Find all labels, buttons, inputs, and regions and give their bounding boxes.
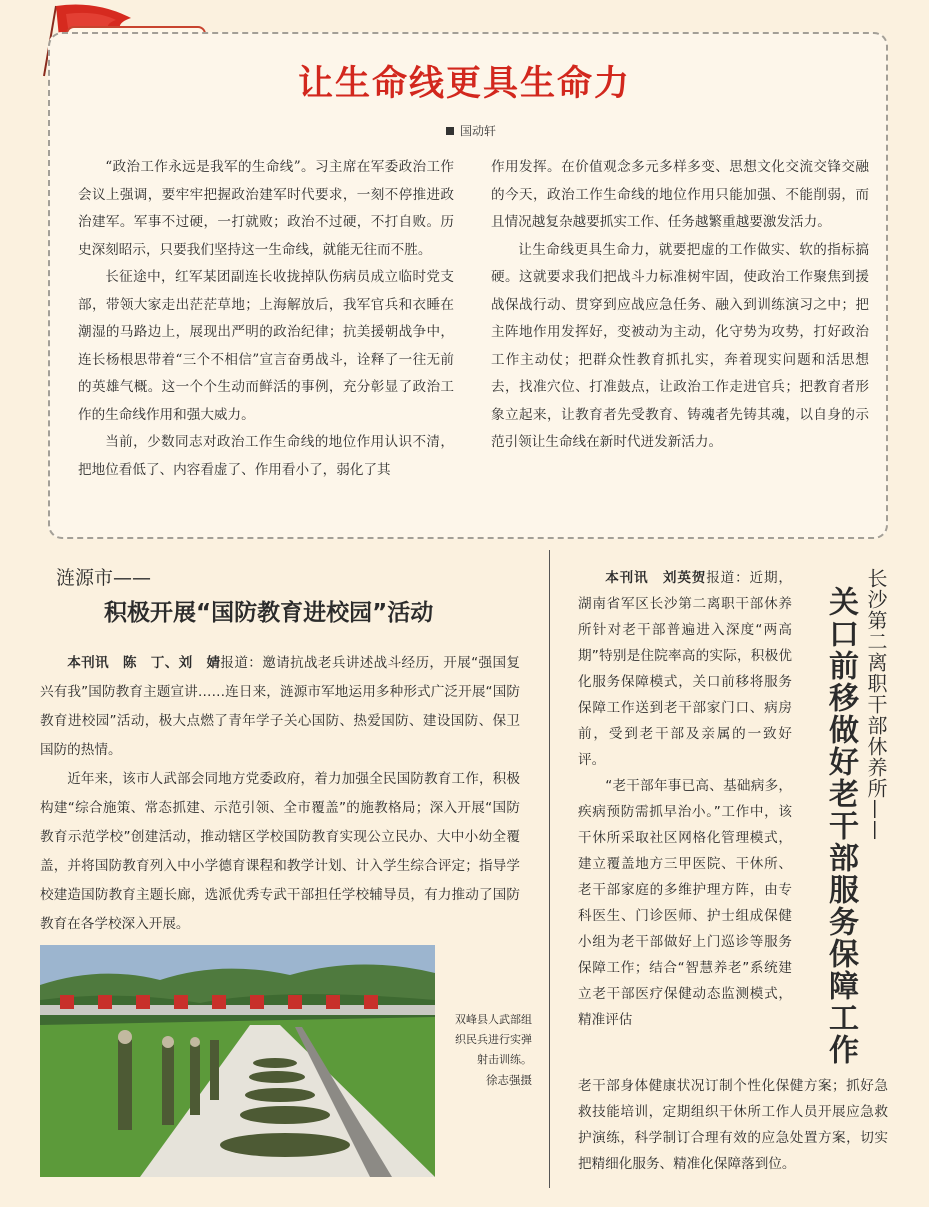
article1-left-column <box>78 154 454 484</box>
article3-paragraph: “老干部年事已高、基础病多，疾病预防需抓早治小。”工作中，该干休所采取社区网格化管理模式，建立覆盖地方三甲医院、干休所、老干部家庭的多维护理方阵，由专科医生、门诊医师、护士组成保健小组为老干部做好上门巡诊等服务保障工作；结合“智慧养老”系统建立老干部医疗保健动态监测模式，精准评估 <box>578 778 792 1028</box>
article3-paragraph: 老干部身体健康状况订制个性化保健方案；抓好急救技能培训，定期组织干休所工作人员开展应急救护演练，科学制订合理有效的应急处置方案，切实把精细化服务、精准化保障落到位。 <box>578 1078 888 1172</box>
article3-region: 长沙第二离职干部休养所—— <box>864 568 888 841</box>
photo-caption <box>450 1010 532 1090</box>
square-bullet-icon <box>446 127 454 135</box>
column-divider <box>549 550 550 1188</box>
article1-author: 国动轩 <box>460 124 497 138</box>
article2-paragraph: 近年来，该市人武部会同地方党委政府，着力加强全民国防教育工作，积极构建“综合施策、常态抓建、示范引领、全市覆盖”的施教格局；深入开展“国防教育示范学校”创建活动，推动辖区学校国防教育实现公立民办、大中小幼全覆盖，并将国防教育列入中小学德育课程和教学计划、计入学生综合评定；指导学校建造国防教育主题长廊，选派优秀专武干部担任学校辅导员，有力推动了国防教育在各学校深入开展。 <box>40 771 520 932</box>
article3-p1-text: 报道：近期，湖南省军区长沙第二离职干部休养所针对老干部普遍进入深度“两高期”特别是住院率高的实际，积极优化服务保障模式，关口前移将服务保障工作送到老干部家门口、病房前，受到老干部及亲属的一致好评。 <box>578 570 793 768</box>
article1-right-column <box>491 154 869 457</box>
article2-body <box>40 649 520 939</box>
shooting-training-photo <box>40 945 435 1177</box>
photo-illustration <box>40 945 435 1177</box>
article2-lead: 本刊讯 陈 丁、刘 婧 <box>67 655 221 671</box>
article3-lead: 本刊讯 刘英贺 <box>605 570 707 586</box>
article2-title: 积极开展“国防教育进校园”活动 <box>104 600 434 626</box>
article1-paragraph: 长征途中，红军某团副连长收拢掉队伤病员成立临时党支部，带领大家走出茫茫草地；上海解放后，我军官兵和衣睡在潮湿的马路边上，展现出严明的政治纪律；抗美援朝战争中，连长杨根思带着“三个不相信”宣言奋勇战斗，诠释了一往无前的英雄气概。这一个个生动而鲜活的事例，充分彰显了政治工作的生命线作用和强大威力。 <box>78 269 454 423</box>
photo-credit: 徐志强摄 <box>486 1073 532 1087</box>
article1-byline <box>446 122 496 139</box>
photo-caption-text: 双峰县人武部组织民兵进行实弹射击训练。 <box>455 1013 532 1066</box>
article3-body-top <box>578 565 792 1033</box>
article1-paragraph: 作用发挥。在价值观念多元多样多变、思想文化交流交锋交融的今天，政治工作生命线的地位作用只能加强、不能削弱，而且情况越复杂越要抓实工作、任务越繁重越要激发活力。 <box>491 159 869 230</box>
article2-p1-text: 报道：邀请抗战老兵讲述战斗经历，开展“强国复兴有我”国防教育主题宣讲……连日来，涟源市军地运用多种形式广泛开展“国防教育进校园”活动，极大点燃了青年学子关心国防、热爱国防、建设国防、保卫国防的热情。 <box>40 655 520 758</box>
article3-paragraph <box>578 565 792 773</box>
article2-region: 涟源市—— <box>56 567 152 589</box>
article1-paragraph: 当前，少数同志对政治工作生命线的地位作用认识不清，把地位看低了、内容看虚了、作用看小了，弱化了其 <box>78 434 454 478</box>
article1-title: 让生命线更具生命力 <box>297 64 631 104</box>
article2-paragraph <box>40 649 520 765</box>
article1-paragraph: “政治工作永远是我军的生命线”。习主席在军委政治工作会议上强调，要牢牢把握政治建军时代要求，一刻不停推进政治建军。军事不过硬，一打就败；政治不过硬，不打自败。历史深刻昭示，只要我们坚持这一生命线，就能无往而不胜。 <box>78 159 454 258</box>
article3-title: 关口前移做好老干部服务保障工作 <box>823 586 858 1066</box>
article1-paragraph: 让生命线更具生命力，就要把虚的工作做实、软的指标搞硬。这就要求我们把战斗力标准树牢固，使政治工作聚焦到援战保战行动、贯穿到应战应急任务、融入到训练演习之中；把主阵地作用发挥好，变被动为主动，化守势为攻势，打好政治工作主动仗；把群众性教育抓扎实，奔着现实问题和活思想去，找准穴位、打准鼓点，让政治工作走进官兵；把教育者形象立起来，让教育者先受教育、铸魂者先铸其魂，以自身的示范引领让生命线在新时代迸发新活力。 <box>491 241 869 450</box>
article3-body-bottom <box>578 1073 888 1177</box>
